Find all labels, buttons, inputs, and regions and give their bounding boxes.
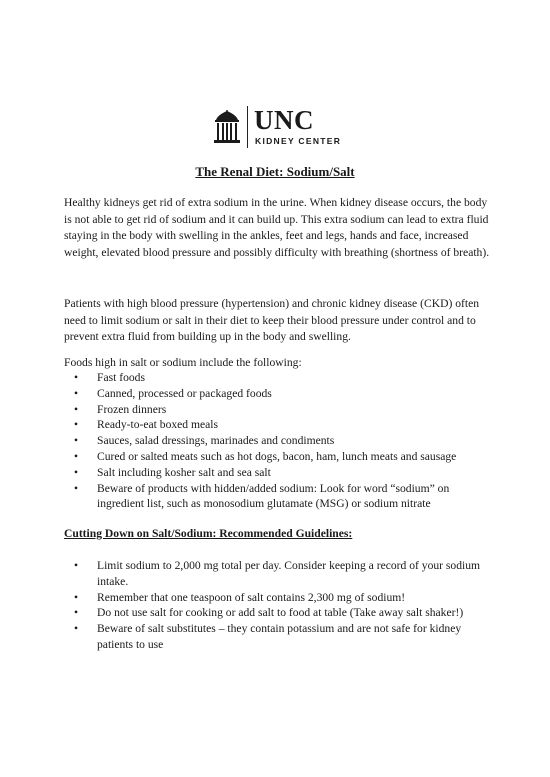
- old-well-icon: [214, 110, 240, 144]
- guidelines-heading: Cutting Down on Salt/Sodium: Recommended Guidelines:: [64, 527, 353, 540]
- hypertension-paragraph: Patients with high blood pressure (hypertension) and chronic kidney disease (CKD) often need to limit sodium or salt in their diet to keep their blood pressure under control and to prevent extra fluid from building up in the body and swelling.: [64, 297, 480, 344]
- document-title: The Renal Diet: Sodium/Salt: [195, 164, 355, 179]
- list-item: • Salt including kosher salt and sea salt: [74, 465, 271, 479]
- list-item: • Remember that one teaspoon of salt contains 2,300 mg of sodium!: [74, 590, 406, 604]
- high-sodium-foods-list: [64, 370, 494, 512]
- list-item: • Frozen dinners: [74, 402, 167, 416]
- logo-divider: [247, 106, 248, 148]
- list-item: • Cured or salted meats such as hot dogs, bacon, ham, lunch meats and sausage: [74, 449, 457, 463]
- list-item: • Limit sodium to 2,000 mg total per day. Consider keeping a record of your sodium intake.: [74, 559, 481, 588]
- guidelines-list: [64, 558, 494, 653]
- list-item: • Beware of products with hidden/added sodium: Look for word “sodium” on ingredient list, such as monosodium glutamate (MSG) or sodium nitrate: [74, 481, 450, 511]
- list-item: • Beware of salt substitutes – they contain potassium and are not safe for kidney patients to use: [74, 622, 462, 651]
- intro-paragraph: Healthy kidneys get rid of extra sodium in the urine. When kidney disease occurs, the body is not able to get rid of sodium and it can build up. This extra sodium can lead to extra fluid staying in the body with swelling in the ankles, feet and legs, hands and face, increased weight, elevated blood pressure and possibly difficulty with breathing (shortness of breath).: [64, 196, 490, 260]
- list-item: • Ready-to-eat boxed meals: [74, 418, 219, 432]
- unc-kidney-center-logo: [214, 106, 344, 148]
- list-item: • Do not use salt for cooking or add salt to food at table (Take away salt shaker!): [74, 606, 464, 620]
- foods-intro-paragraph: Foods high in salt or sodium include the following:: [64, 356, 302, 369]
- list-item: • Sauces, salad dressings, marinades and condiments: [74, 434, 335, 448]
- list-item: • Canned, processed or packaged foods: [74, 386, 272, 400]
- list-item: • Fast foods: [74, 371, 145, 384]
- logo-subtitle-text: KIDNEY CENTER: [255, 136, 342, 146]
- logo-brand-text: UNC: [254, 105, 314, 135]
